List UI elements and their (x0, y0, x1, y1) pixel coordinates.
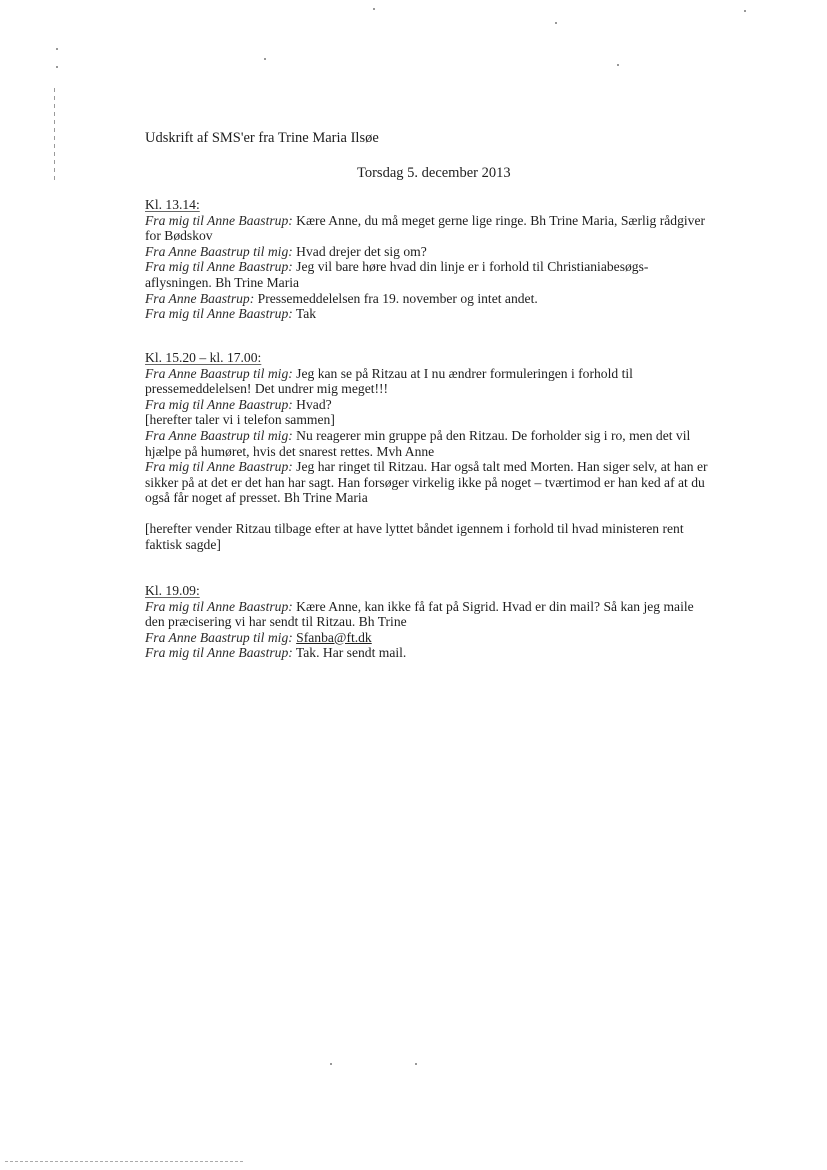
sms-text: Jeg vil bare høre hvad din linje er i forhold til Christianiabesøgs-aflysningen. Bh Trine Maria (145, 259, 649, 290)
sms-line (145, 259, 715, 290)
time-heading: Kl. 15.20 – kl. 17.00: (145, 350, 262, 365)
sms-text: Jeg har ringet til Ritzau. Har også talt med Morten. Han siger selv, at han er sikker på at det er det han har sagt. Han forsøger virkelig ikke på noget – tværtimod er han ked af at du også får noget af presset. Bh Trine Maria (145, 459, 708, 506)
sms-speaker: Fra Anne Baastrup til mig: (145, 365, 293, 381)
sms-line (145, 244, 715, 260)
sms-line (145, 645, 715, 661)
sms-speaker: Fra mig til Anne Baastrup: (145, 598, 293, 614)
sms-block (145, 583, 715, 661)
sms-text: Hvad? (296, 396, 332, 412)
email-link[interactable]: Sfanba@ft.dk (296, 629, 372, 645)
document-date: Torsdag 5. december 2013 (357, 165, 511, 181)
time-heading: Kl. 13.14: (145, 197, 200, 212)
sms-speaker: Fra Anne Baastrup til mig: (145, 629, 293, 645)
scan-speck (373, 8, 375, 10)
sms-line (145, 213, 715, 244)
sms-block (145, 197, 715, 322)
sms-text: Kære Anne, kan ikke få fat på Sigrid. Hvad er din mail? Så kan jeg maile den præcisering vi har sendt til Ritzau. Bh Trine (145, 598, 694, 630)
scan-speck (330, 1063, 332, 1065)
sms-text: Hvad drejer det sig om? (296, 243, 427, 259)
sms-line (145, 459, 715, 506)
sms-line (145, 630, 715, 646)
sms-line (145, 291, 715, 307)
scan-speck (617, 64, 619, 66)
sms-text: Tak (295, 306, 317, 322)
sms-speaker: Fra mig til Anne Baastrup: (145, 396, 293, 412)
sms-line (145, 599, 715, 630)
scan-speck (555, 22, 557, 24)
document-title: Udskrift af SMS'er fra Trine Maria Ilsøe (145, 130, 379, 146)
sms-line (145, 306, 715, 322)
scan-bottom-mark (5, 1161, 245, 1162)
sms-line (145, 397, 715, 413)
time-heading: Kl. 19.09: (145, 583, 200, 598)
sms-text: Kære Anne, du må meget gerne lige ringe. Bh Trine Maria, Særlig rådgiver for Bødskov (145, 212, 706, 244)
sms-speaker: Fra mig til Anne Baastrup: (145, 645, 293, 661)
sms-text: [herefter taler vi i telefon sammen] (145, 412, 335, 428)
sms-speaker: Fra Anne Baastrup til mig: (145, 427, 293, 443)
sms-text: Tak. Har sendt mail. (295, 645, 407, 661)
editorial-note: [herefter vender Ritzau tilbage efter at have lyttet båndet igennem i forhold til hvad ministeren rent faktisk sagde] (145, 520, 684, 552)
sms-block (145, 350, 715, 552)
scan-speck (56, 48, 58, 50)
sms-line (145, 412, 715, 428)
sms-text: Nu reagerer min gruppe på den Ritzau. De forholder sig i ro, men det vil hjælpe på humøret, hvis det snarest rettes. Mvh Anne (145, 427, 691, 459)
sms-speaker: Fra mig til Anne Baastrup: (145, 259, 293, 275)
sms-speaker: Fra Anne Baastrup: (145, 290, 255, 306)
scan-margin-mark (54, 88, 55, 183)
sms-line (145, 366, 715, 397)
sms-speaker: Fra mig til Anne Baastrup: (145, 212, 293, 228)
scan-speck (56, 66, 58, 68)
scan-speck (264, 58, 266, 60)
sms-speaker: Fra Anne Baastrup til mig: (145, 243, 293, 259)
sms-text: Pressemeddelelsen fra 19. november og intet andet. (257, 290, 538, 306)
scan-speck (415, 1063, 417, 1065)
sms-text: Jeg kan se på Ritzau at I nu ændrer formuleringen i forhold til pressemeddelelsen! Det undrer mig meget!!! (145, 365, 633, 397)
paragraph-gap (145, 506, 715, 521)
scan-speck (744, 10, 746, 12)
sms-speaker: Fra mig til Anne Baastrup: (145, 306, 293, 322)
sms-speaker: Fra mig til Anne Baastrup: (145, 459, 293, 475)
sms-line (145, 428, 715, 459)
